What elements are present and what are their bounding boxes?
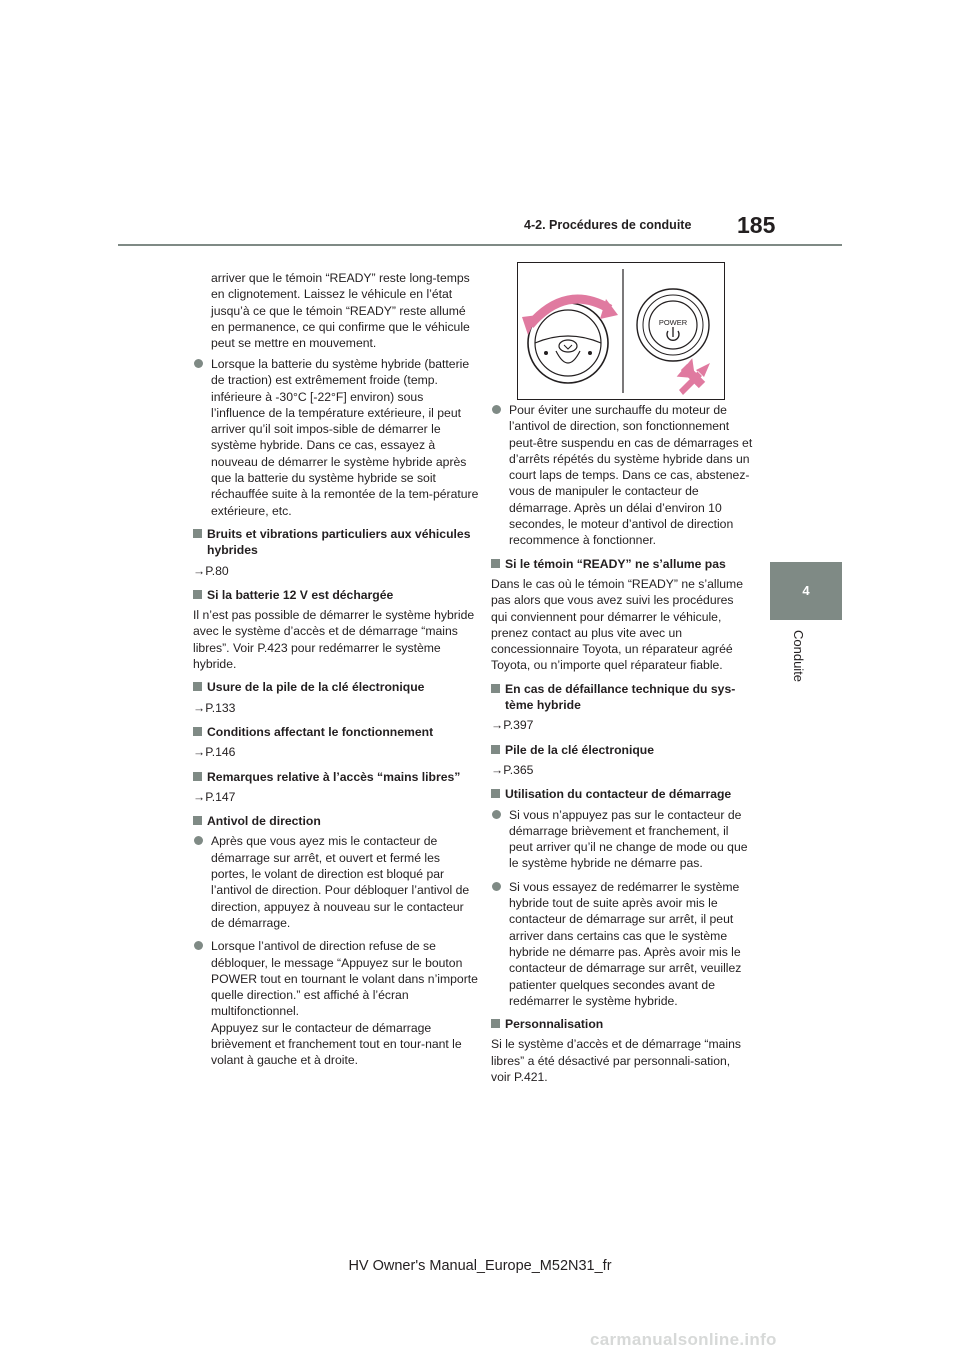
heading-text: Si la batterie 12 V est déchargée [207,587,394,602]
section-heading [193,587,479,603]
chapter-number: 4 [802,583,810,598]
left-column [211,270,479,358]
bullet-text: Pour éviter une surchauffe du moteur de l’antivol de direction, son fonctionnement peut-être suspendu en cas de démarrages et d’arrêts répétés du système hybride dans un court laps de temps. Dans ce cas, abstenez-vous de manipuler le contacteur de démarrage. Après un délai d’environ 10 secondes, le moteur d’antivol de direction recommence à fonctionner. [509,403,753,548]
page-reference-link[interactable]: →P.397 [491,718,534,733]
bullet-dot-icon [194,941,203,950]
square-bullet-icon [193,529,202,538]
illustration-svg [518,263,724,399]
page-reference-link[interactable]: →P.133 [193,700,236,715]
heading-text: Bruits et vibrations particuliers aux véhicules hybrides [207,526,471,558]
square-bullet-icon [193,727,202,736]
heading-text: Pile de la clé électronique [505,742,655,757]
section-heading [193,813,479,829]
heading-text: En cas de défaillance technique du sys-tème hybride [505,681,736,713]
section-heading [193,526,479,559]
bullet-item [193,356,479,519]
chapter-label: Conduite [791,630,806,683]
bullet-text: Lorsque la batterie du système hybride (batterie de traction) est extrêmement froide (temp. inférieure à -30°C [-22°F] environ) sous l’influence de la température extérieure, il peut arriver qu’il soit impos-sible de démarrer le système hybride. Dans ce cas, essayez à nouveau de démarrer le système hybride après que la batterie du système hybride se soit réchauffée suite à la remontée de la tem-pérature extérieure, etc. [211,357,479,518]
right-column [491,402,753,1092]
square-bullet-icon [491,1019,500,1028]
bullet-text: Si vous essayez de redémarrer le système hybride tout de suite après avoir mis le contacteur de démarrage sur arrêt, il peut arriver dans certains cas que le système hybride ne démarre pas. Après avoir mis le contacteur de démarrage sur arrêt, veuillez patienter quelques secondes avant de redémarrer le système hybride. [509,879,742,1008]
watermark: carmanualsonline.info [590,1330,777,1349]
bullet-text-continued: Appuyez sur le contacteur de démarrage brièvement et franchement tout en tour-nant le volant à gauche et à droite. [211,1020,462,1068]
page-reference-link[interactable]: →P.80 [193,563,229,578]
chapter-tab[interactable] [770,562,842,620]
heading-text: Usure de la pile de la clé électronique [207,680,425,695]
bullet-text: Lorsque l’antivol de direction refuse de se débloquer, le message “Appuyez sur le bouton POWER tout en tournant le volant dans n’importe quelle direction.” est affiché à l’écran multifonctionnel. [211,939,478,1019]
bullet-dot-icon [194,836,203,845]
bullet-dot-icon [492,405,501,414]
section-heading [193,724,479,740]
bullet-text: Après que vous ayez mis le contacteur de démarrage sur arrêt, et ouvert et fermé les portes, le volant de direction est bloqué par l’antivol de direction. Pour débloquer l’antivol de direction, appuyez à nouveau sur le contacteur de démarrage. [211,834,470,930]
body-paragraph: Dans le cas où le témoin “READY” ne s’allume pas alors que vous avez suivi les procédures qui conviennent pour démarrer le véhicule, prenez contact au plus vite avec un concessionnaire Toyota, un réparateur agréé Toyota, ou n’importe quel réparateur fiable. [491,576,743,673]
bullet-text: Si vous n’appuyez pas sur le contacteur de démarrage brièvement et franchement, il peut arriver qu’il ne change de mode ou que le système hybride ne démarre pas. [509,807,748,871]
heading-text: Si le témoin “READY” ne s’allume pas [505,556,726,571]
header-divider [118,244,842,246]
square-bullet-icon [193,590,202,599]
bullet-dot-icon [492,810,501,819]
left-column-body [193,356,479,1076]
heading-text: Remarques relative à l’accès “mains libres” [207,769,461,784]
square-bullet-icon [193,772,202,781]
bullet-dot-icon [492,882,501,891]
body-paragraph: Si le système d’accès et de démarrage “mains libres” a été désactivé par personnali-sation, voir P.421. [491,1037,741,1084]
bullet-item [491,879,753,1009]
footer-manual-id: HV Owner's Manual_Europe_M52N31_fr [348,1258,612,1274]
square-bullet-icon [193,682,202,691]
square-bullet-icon [193,816,202,825]
bullet-item [491,402,753,549]
square-bullet-icon [491,684,500,693]
heading-text: Antivol de direction [207,814,321,829]
power-label: POWER [658,318,688,327]
bullet-item [491,807,753,872]
body-paragraph: Il n’est pas possible de démarrer le système hybride avec le système d’accès et de démarrage “mains libres”. Voir P.423 pour redémarrer le système hybride. [193,608,475,672]
section-heading [491,1016,753,1032]
bullet-item [193,833,479,931]
section-heading [491,556,753,572]
bullet-item [193,938,479,1068]
square-bullet-icon [491,789,500,798]
heading-text: Conditions affectant le fonctionnement [207,724,434,739]
power-button-icon [637,289,709,361]
page-number: 185 [737,212,776,238]
section-heading [193,679,479,695]
section-heading [491,742,753,758]
chapter-label-area [770,620,842,770]
square-bullet-icon [491,745,500,754]
page-reference-link[interactable]: →P.146 [193,745,236,760]
page-reference-link[interactable]: →P.147 [193,789,236,804]
section-heading [491,681,753,714]
continued-paragraph: arriver que le témoin “READY” reste long-temps en clignotement. Laissez le véhicule en l’état jusqu’à ce que le témoin “READY” reste allumé en permanence, ce qui confirme que le véhicule peut se mettre en mouvement. [211,271,470,351]
heading-text: Utilisation du contacteur de démarrage [505,787,732,802]
push-arrow-icon [675,358,710,395]
steering-and-power-button-illustration [517,262,725,400]
section-heading [193,769,479,785]
page-reference-link[interactable]: →P.365 [491,762,534,777]
square-bullet-icon [491,559,500,568]
heading-text: Personnalisation [505,1017,604,1032]
bullet-dot-icon [194,359,203,368]
section-title: 4-2. Procédures de conduite [524,218,692,232]
section-heading [491,786,753,802]
